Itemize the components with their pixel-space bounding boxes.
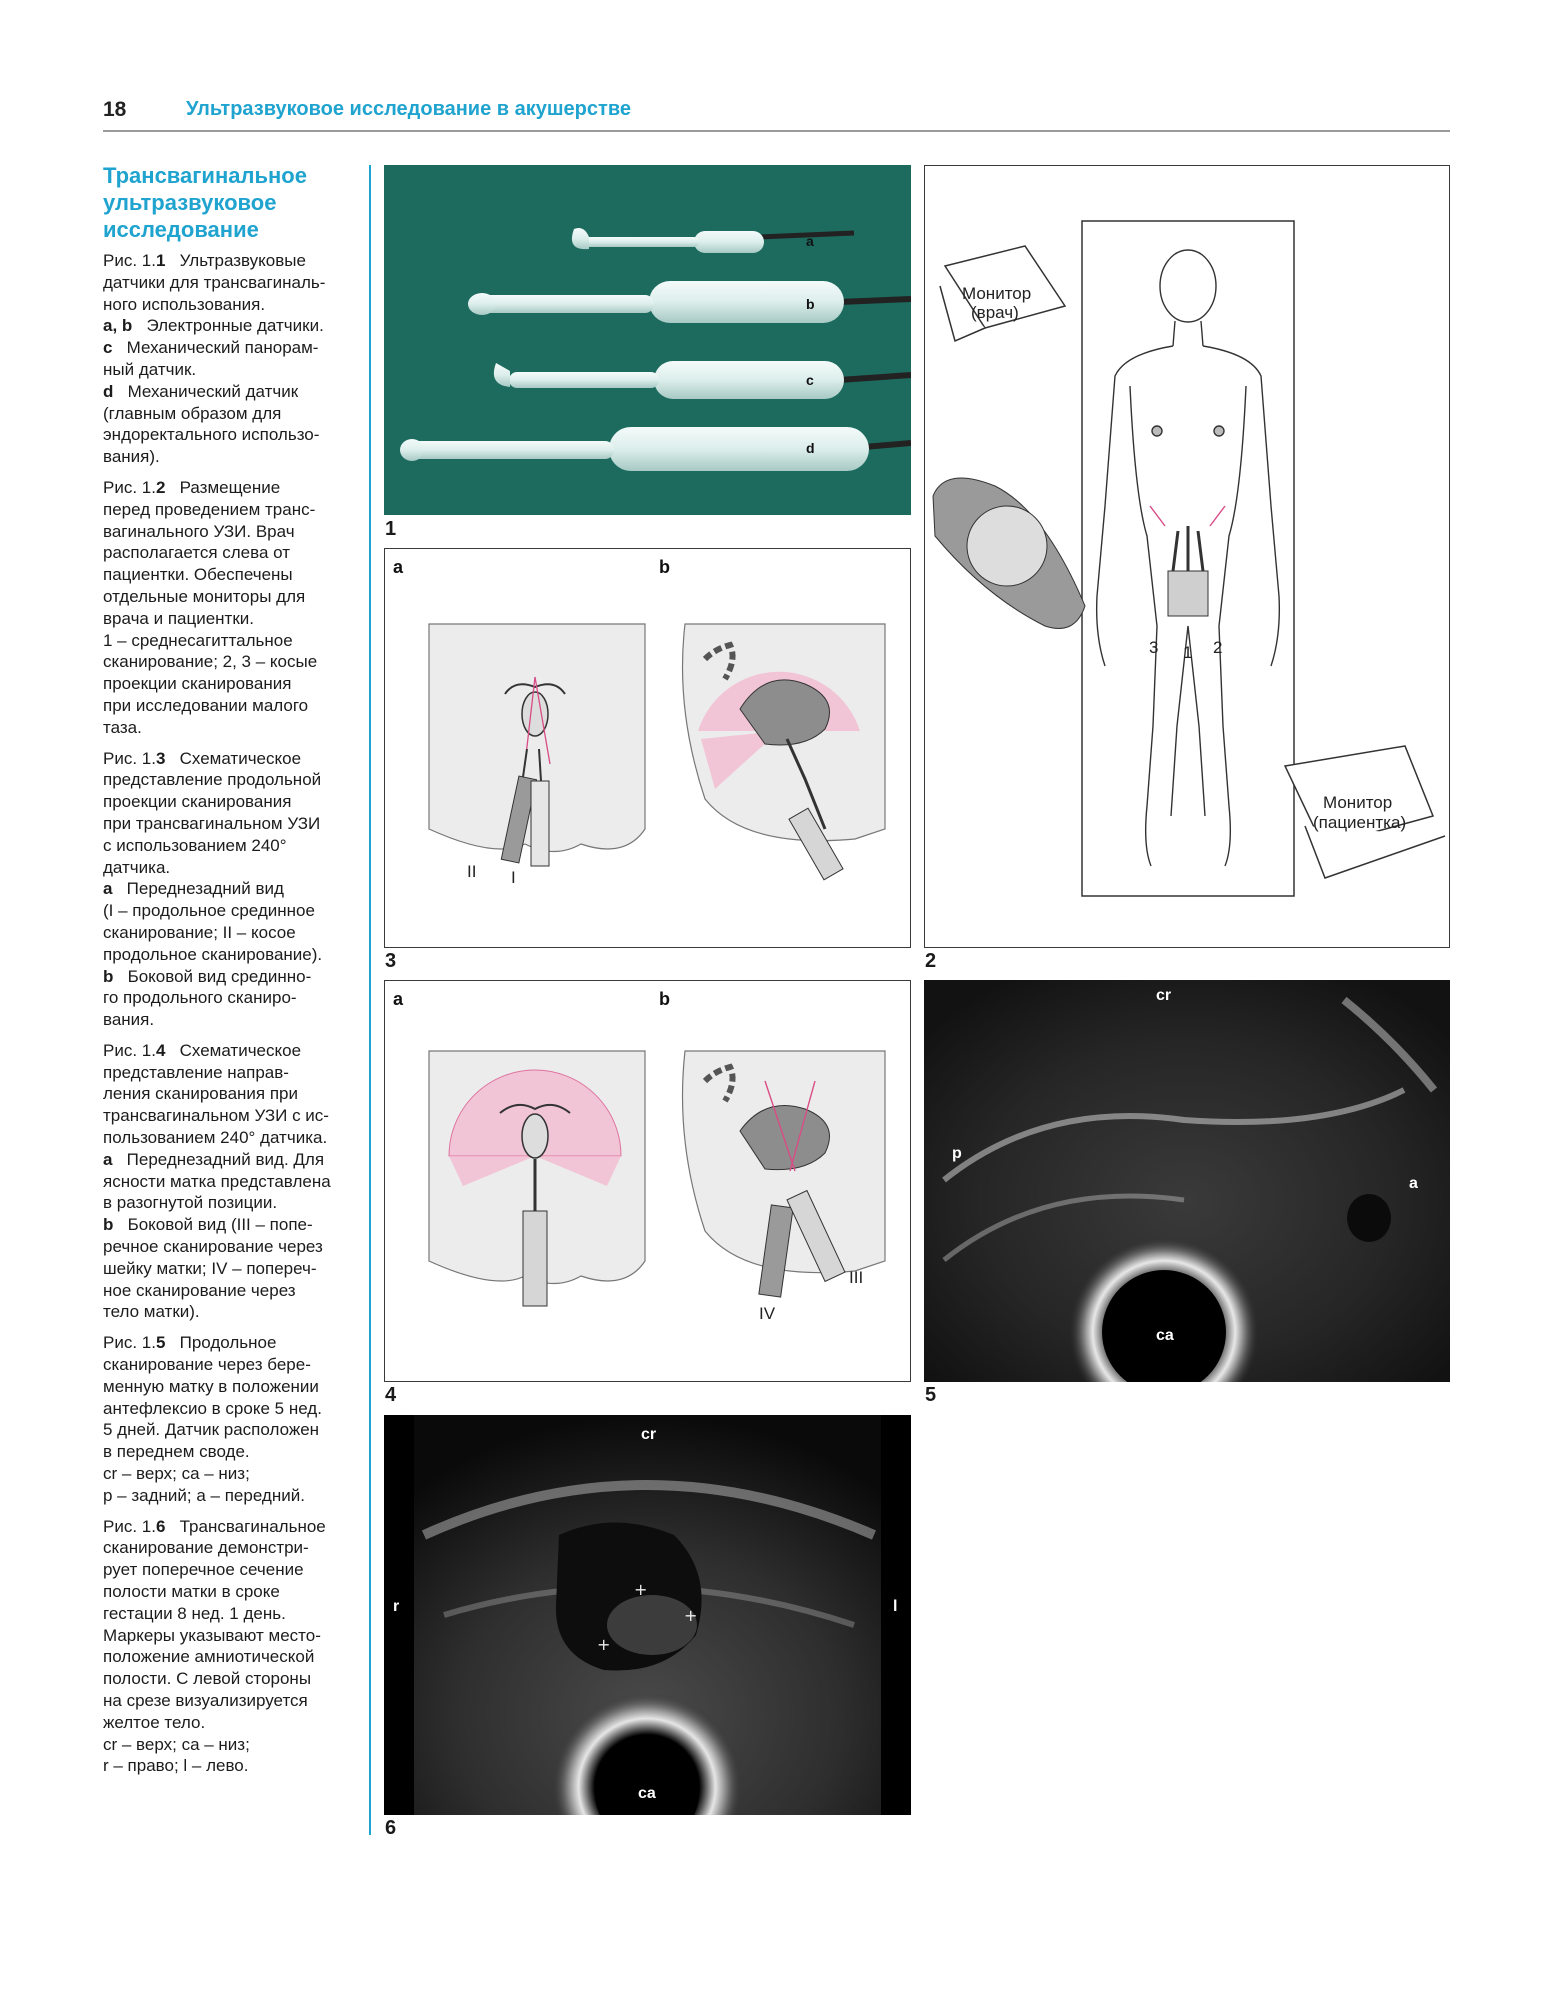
caption-line: вагинального УЗИ. Врач [103, 521, 295, 541]
frontal-transverse-drawing [429, 1051, 645, 1306]
scan-label-I: I [511, 868, 516, 887]
section-title-line: исследование [103, 217, 259, 242]
caption-prefix: Рис. 1. [103, 477, 156, 497]
caption-line: перед проведением транс- [103, 499, 316, 519]
caption-line: на срезе визуализируется [103, 1691, 308, 1710]
caption-line: рует поперечное сечение [103, 1560, 304, 1580]
caption-line: сканирование через бере- [103, 1355, 311, 1375]
figure-1-probes-photo [384, 165, 911, 515]
caption-line: Механический датчик [127, 381, 299, 401]
probe-label-b: b [806, 296, 815, 312]
sagittal-pelvis-drawing [683, 624, 886, 880]
panel-label-b: b [659, 557, 670, 577]
us-label-r: r [393, 1598, 400, 1615]
marker-plus: + [634, 1580, 648, 1599]
column-rule [369, 165, 371, 1835]
monitor-patient-label: Монитор [1323, 793, 1393, 812]
gestational-sac [1347, 1194, 1391, 1242]
caption-fig3 [103, 748, 365, 1031]
caption-line: полости. С левой стороны [103, 1669, 312, 1689]
caption-line: ления сканирования при [103, 1084, 299, 1104]
caption-fig5 [103, 1332, 365, 1506]
header-rule [103, 130, 1450, 132]
probe-label-c: c [806, 372, 814, 388]
caption-prefix: Рис. 1. [103, 1040, 156, 1060]
figure-2-diagram [924, 165, 1450, 948]
us-label-cr: cr [641, 1426, 657, 1443]
caption-fig1 [103, 250, 365, 468]
caption-line: Переднезадний вид [126, 879, 284, 899]
caption-line: Механический панорам- [126, 338, 319, 358]
caption-line: полости матки в сроке [103, 1582, 280, 1602]
caption-number: 6 [155, 1516, 166, 1536]
caption-line: при исследовании малого [103, 695, 309, 715]
embryo-region [607, 1595, 697, 1655]
caption-line: шейку матки; IV – попереч- [103, 1258, 317, 1278]
caption-prefix: Рис. 1. [103, 1516, 156, 1536]
caption-line: проекции сканирования [103, 674, 292, 694]
scan-label-2: 2 [1213, 638, 1223, 657]
caption-line: таза. [103, 717, 142, 737]
caption-line: в переднем своде. [103, 1442, 250, 1462]
monitor-doctor-label: Монитор [962, 284, 1032, 303]
caption-prefix: Рис. 1. [103, 748, 156, 768]
panel-label-a: a [393, 557, 404, 577]
probe-positions [1150, 506, 1225, 616]
caption-line: продольное сканирование). [103, 944, 323, 964]
caption-line: ного использования. [103, 294, 266, 314]
caption-line: антефлексио в сроке 5 нед. [103, 1398, 322, 1418]
caption-line: в разогнутой позиции. [103, 1193, 278, 1213]
caption-line: Трансвагинальное [179, 1516, 326, 1536]
caption-line: гестации 8 нед. 1 день. [103, 1603, 286, 1623]
caption-number: 5 [155, 1333, 166, 1353]
caption-line: ный датчик. [103, 359, 197, 379]
caption-fig4 [103, 1040, 365, 1323]
caption-key: c [103, 338, 113, 358]
scan-label-IV: IV [759, 1304, 776, 1323]
panel-label-a: a [393, 989, 404, 1009]
figure-3-diagram [384, 548, 911, 948]
caption-line: тело матки). [103, 1302, 200, 1322]
figure-captions [103, 250, 365, 1786]
caption-line: датчика. [103, 857, 171, 877]
caption-line: проекции сканирования [103, 792, 292, 812]
caption-line: датчики для трансвагиналь- [103, 272, 326, 292]
figure-number-1: 1 [385, 518, 397, 540]
caption-key: a [103, 879, 113, 899]
caption-line: Электронные датчики. [146, 316, 324, 336]
caption-line: с использованием 240° [103, 835, 287, 855]
caption-line: вания). [103, 447, 160, 467]
caption-line: Переднезадний вид. Для [126, 1149, 325, 1169]
caption-line: Маркеры указывают место- [103, 1625, 321, 1645]
caption-line: желтое тело. [103, 1712, 206, 1732]
figure-4-diagram [384, 980, 911, 1382]
caption-key: b [103, 1215, 114, 1235]
caption-line: эндоректального использо- [103, 425, 320, 445]
caption-line: вания. [103, 1010, 155, 1030]
caption-line: представление направ- [103, 1062, 289, 1082]
figure-6-ultrasound [384, 1415, 911, 1815]
marker-plus: + [684, 1606, 698, 1625]
us-label-ca: ca [638, 1785, 656, 1802]
frontal-pelvis-drawing [429, 624, 645, 866]
scan-label-3: 3 [1149, 638, 1159, 657]
patient-monitor-icon [1285, 746, 1445, 878]
caption-line: сканирование; 2, 3 – косые [103, 652, 318, 672]
section-title [103, 162, 343, 243]
caption-line: ясности матка представлена [103, 1171, 331, 1191]
running-title: Ультразвуковое исследование в акушерстве [186, 98, 631, 120]
caption-line: располагается слева от [103, 543, 291, 563]
scan-label-III: III [849, 1268, 864, 1287]
caption-line: го продольного сканиро- [103, 988, 297, 1008]
caption-line: cr – верх; ca – низ; [103, 1734, 250, 1754]
section-title-line: Трансвагинальное [103, 163, 307, 188]
us-label-l: l [893, 1598, 898, 1615]
caption-line: Схематическое [179, 1040, 302, 1060]
caption-number: 3 [155, 748, 166, 768]
caption-line: 1 – среднесагиттальное [103, 630, 293, 650]
caption-line: r – право; l – лево. [103, 1756, 249, 1776]
caption-line: (I – продольное срединное [103, 901, 315, 921]
caption-key: a, b [103, 316, 133, 336]
us-label-a: a [1409, 1175, 1418, 1192]
panel-label-b: b [659, 989, 670, 1009]
figure-number-5: 5 [925, 1384, 937, 1406]
caption-line: врача и пациентки. [103, 608, 254, 628]
caption-prefix: Рис. 1. [103, 1333, 156, 1353]
caption-line: Ультразвуковые [179, 251, 306, 270]
us-label-p: p [952, 1145, 962, 1162]
caption-line: сканирование; II – косое [103, 922, 296, 942]
probe-label-d: d [806, 440, 815, 456]
caption-prefix: Рис. 1. [103, 251, 156, 270]
figure-number-6: 6 [385, 1817, 397, 1839]
caption-line: менную матку в положении [103, 1376, 319, 1396]
caption-key: b [103, 966, 114, 986]
figure-number-3: 3 [385, 950, 397, 972]
caption-key: a [103, 1149, 113, 1169]
caption-number: 2 [155, 477, 166, 497]
caption-line: p – задний; a – передний. [103, 1485, 305, 1505]
probe-label-a: a [806, 233, 814, 249]
figure-number-2: 2 [925, 950, 937, 972]
caption-line: сканирование демонстри- [103, 1538, 309, 1558]
doctor-seat-icon [933, 478, 1085, 629]
scan-label-1: 1 [1183, 643, 1193, 662]
caption-line: пользованием 240° датчика. [103, 1128, 328, 1148]
caption-key: d [103, 381, 114, 401]
caption-line: 5 дней. Датчик расположен [103, 1420, 320, 1440]
us-label-ca: ca [1156, 1327, 1174, 1344]
sagittal-transverse-drawing [683, 1051, 886, 1297]
caption-line: ное сканирование через [103, 1280, 296, 1300]
caption-fig6 [103, 1516, 365, 1778]
caption-line: Схематическое [179, 748, 302, 768]
caption-line: Боковой вид срединно- [127, 966, 312, 986]
caption-number: 1 [155, 251, 166, 270]
us-label-cr: cr [1156, 987, 1172, 1004]
monitor-doctor-sub: (врач) [971, 303, 1019, 322]
section-title-line: ультразвуковое [103, 190, 277, 215]
figure-number-4: 4 [385, 1384, 397, 1406]
caption-line: пациентки. Обеспечены [103, 565, 293, 585]
caption-line: отдельные мониторы для [103, 586, 306, 606]
caption-line: представление продольной [103, 770, 322, 790]
caption-line: Боковой вид (III – попе- [127, 1215, 313, 1235]
caption-line: положение амниотической [103, 1647, 315, 1667]
caption-number: 4 [155, 1040, 166, 1060]
caption-line: трансвагинальном УЗИ с ис- [103, 1106, 329, 1126]
caption-line: cr – верх; ca – низ; [103, 1464, 250, 1484]
caption-line: Размещение [179, 477, 281, 497]
monitor-patient-sub: (пациентка) [1313, 813, 1407, 832]
marker-plus: + [597, 1635, 611, 1654]
caption-fig2 [103, 477, 365, 739]
scan-label-II: II [467, 862, 477, 881]
figure-5-ultrasound [924, 980, 1450, 1382]
page-number: 18 [103, 98, 127, 121]
caption-line: (главным образом для [103, 403, 282, 423]
caption-line: Продольное [179, 1333, 277, 1353]
caption-line: речное сканирование через [103, 1237, 323, 1257]
caption-line: при трансвагинальном УЗИ [103, 813, 321, 833]
